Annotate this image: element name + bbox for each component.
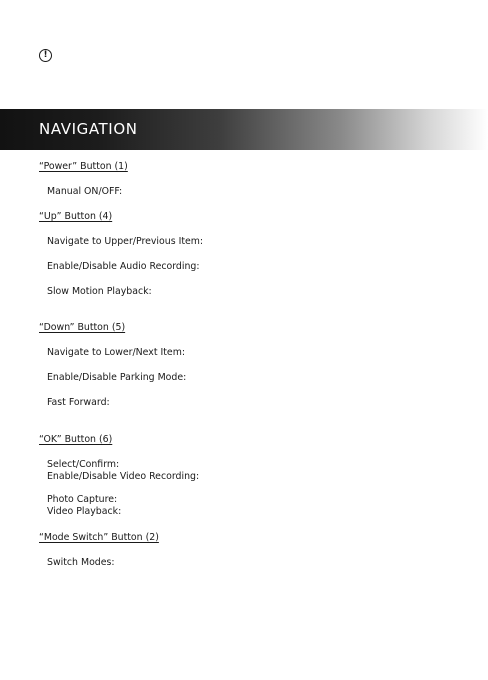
ok-item-select-confirm: Select/Confirm: xyxy=(47,459,120,470)
power-button-heading: “Power” Button (1) xyxy=(39,161,128,172)
up-button-heading: “Up” Button (4) xyxy=(39,211,113,222)
ok-item-photo-capture: Photo Capture: xyxy=(47,494,118,505)
down-item-parking-mode: Enable/Disable Parking Mode: xyxy=(47,372,187,383)
ok-button-heading: “OK” Button (6) xyxy=(39,434,113,445)
ok-item-video-playback: Video Playback: xyxy=(47,506,122,517)
section-title: NAVIGATION xyxy=(39,120,138,138)
down-item-navigate-next: Navigate to Lower/Next Item: xyxy=(47,347,185,358)
up-item-slow-motion: Slow Motion Playback: xyxy=(47,286,152,297)
down-button-heading: “Down” Button (5) xyxy=(39,322,126,333)
down-item-fast-forward: Fast Forward: xyxy=(47,397,110,408)
mode-switch-item-switch-modes: Switch Modes: xyxy=(47,557,115,568)
ok-item-video-recording: Enable/Disable Video Recording: xyxy=(47,471,200,482)
power-item-manual-on-off: Manual ON/OFF: xyxy=(47,186,123,197)
mode-switch-button-heading: “Mode Switch” Button (2) xyxy=(39,532,159,543)
up-item-audio-recording: Enable/Disable Audio Recording: xyxy=(47,261,200,272)
up-item-navigate-previous: Navigate to Upper/Previous Item: xyxy=(47,236,204,247)
exclamation-circle-icon: ! xyxy=(39,49,52,62)
